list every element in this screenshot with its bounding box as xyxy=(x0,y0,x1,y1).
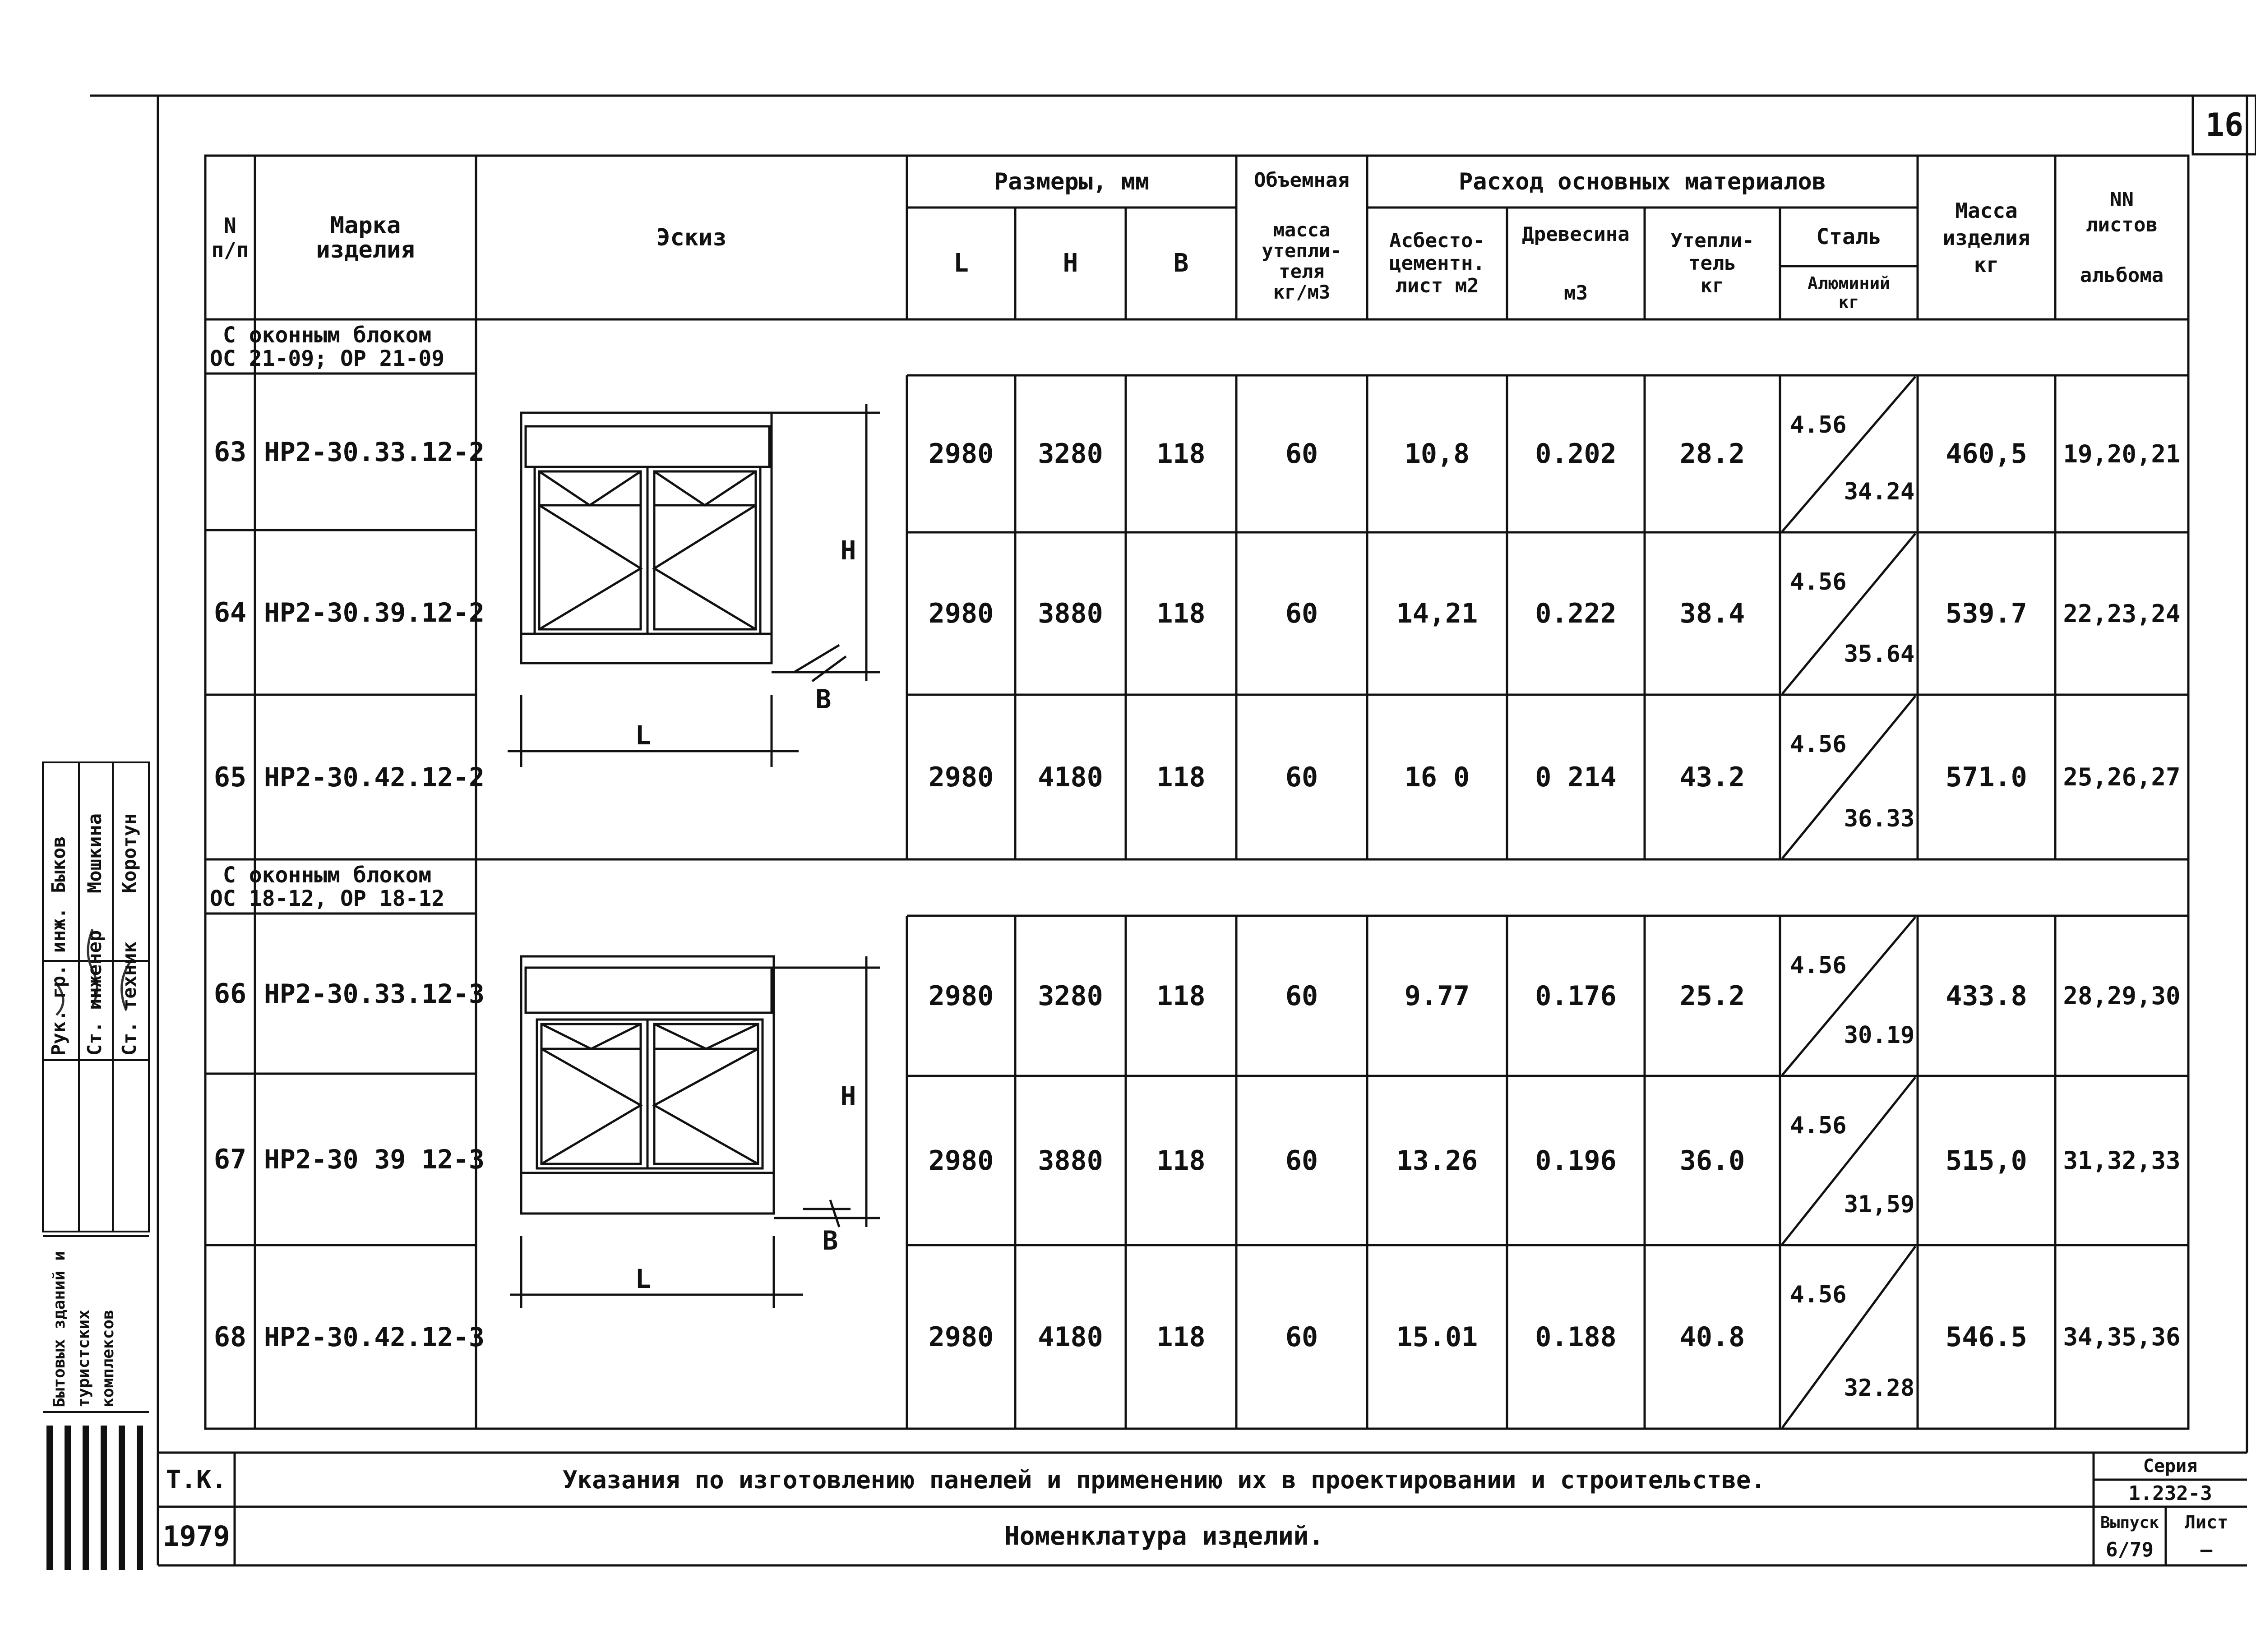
product-mark: НР2-30.42.12-3 xyxy=(264,1321,485,1352)
cell-asb: 15.01 xyxy=(1396,1321,1478,1353)
cell-B: 118 xyxy=(1156,598,1206,629)
stamp-name: Мошкина xyxy=(83,813,106,893)
cell-mass: 546.5 xyxy=(1946,1321,2027,1353)
cell-asb: 10,8 xyxy=(1404,438,1470,470)
cell-steel: 4.56 xyxy=(1790,731,1847,758)
cell-L: 2980 xyxy=(928,598,994,629)
cell-L: 2980 xyxy=(928,761,994,793)
cell-H: 3880 xyxy=(1038,1144,1103,1177)
header-mark: Марка изделия xyxy=(316,212,415,263)
sheet-label: Лист xyxy=(2184,1512,2228,1533)
cell-asb: 9.77 xyxy=(1404,980,1470,1012)
header-L: L xyxy=(953,249,969,278)
cell-B: 118 xyxy=(1156,438,1206,470)
cell-H: 4180 xyxy=(1038,761,1103,793)
cell-steel: 4.56 xyxy=(1790,1112,1847,1139)
cell-aluminum: 35.64 xyxy=(1844,641,1915,668)
cell-insul: 38.4 xyxy=(1679,598,1745,629)
cell-asb: 14,21 xyxy=(1396,598,1478,629)
row-number: 68 xyxy=(213,1321,247,1353)
cell-sheets: 25,26,27 xyxy=(2063,763,2181,791)
header-wood-title: Древесина xyxy=(1522,223,1630,246)
row-number: 67 xyxy=(213,1144,247,1175)
cell-aluminum: 32.28 xyxy=(1844,1375,1915,1402)
header-volume-sub: масса утепли- теля кг/м3 xyxy=(1262,219,1342,303)
stamp-role: Ст. техник xyxy=(118,941,140,1056)
cell-L: 2980 xyxy=(928,438,994,470)
sheet-number: 16 xyxy=(2205,106,2244,143)
cell-wood: 0.222 xyxy=(1535,598,1617,629)
cell-mass: 433.8 xyxy=(1946,980,2027,1012)
cell-L: 2980 xyxy=(928,980,994,1012)
cell-aluminum: 34.24 xyxy=(1844,478,1915,505)
document-title: Указания по изготовлению панелей и применению их в проектировании и строительстве. xyxy=(563,1465,1766,1494)
header-steel: Сталь xyxy=(1816,224,1882,249)
cell-sheets: 28,29,30 xyxy=(2063,982,2181,1010)
issue-value: 6/79 xyxy=(2106,1538,2154,1561)
cell-mass: 460,5 xyxy=(1946,438,2027,470)
group-label: С оконным блоком ОС 18-12, ОР 18-12 xyxy=(210,863,445,911)
header-sizes: Размеры, мм xyxy=(994,168,1150,195)
stamp-org: Бытовых зданий и туристских комплексов xyxy=(50,1251,117,1407)
header-sheets: NN листов альбома xyxy=(2080,188,2164,287)
cell-L: 2980 xyxy=(928,1144,994,1177)
cell-dens: 60 xyxy=(1285,761,1318,793)
header-wood-unit: м3 xyxy=(1564,281,1588,305)
cell-wood: 0.176 xyxy=(1535,980,1617,1012)
cell-B: 118 xyxy=(1156,1321,1206,1353)
sketch-h-label: H xyxy=(840,535,856,566)
product-mark: НР2-30 39 12-3 xyxy=(264,1144,485,1175)
cell-B: 118 xyxy=(1156,980,1206,1012)
cell-wood: 0 214 xyxy=(1535,761,1617,793)
cell-sheets: 22,23,24 xyxy=(2063,599,2181,628)
cell-wood: 0.202 xyxy=(1535,438,1617,470)
header-insul: Утепли- тель кг xyxy=(1670,229,1754,297)
cell-sheets: 34,35,36 xyxy=(2063,1323,2181,1351)
header-n: N п/п xyxy=(211,213,249,262)
cell-insul: 28.2 xyxy=(1679,438,1745,470)
cell-dens: 60 xyxy=(1285,980,1318,1012)
cell-steel: 4.56 xyxy=(1790,952,1847,979)
cell-aluminum: 36.33 xyxy=(1844,805,1915,832)
cell-wood: 0.188 xyxy=(1535,1321,1617,1353)
header-aluminum: Алюминий кг xyxy=(1807,273,1891,312)
header-volume-title: Объемная xyxy=(1254,169,1350,192)
stamp-role: Рук. гр. инж. xyxy=(47,907,69,1056)
sketch-l-label: L xyxy=(635,1264,651,1294)
cell-mass: 539.7 xyxy=(1946,598,2027,629)
sketch-l-label: L xyxy=(635,720,651,751)
cell-mass: 515,0 xyxy=(1946,1144,2027,1177)
cell-asb: 13.26 xyxy=(1396,1144,1478,1177)
row-number: 64 xyxy=(213,596,247,628)
product-mark: НР2-30.42.12-2 xyxy=(264,761,485,793)
cell-steel: 4.56 xyxy=(1790,1281,1847,1308)
cell-H: 3280 xyxy=(1038,980,1103,1012)
header-mass: Масса изделия кг xyxy=(1942,198,2030,277)
stamp-role: Ст. инженер xyxy=(83,930,106,1056)
cell-dens: 60 xyxy=(1285,598,1318,629)
cell-H: 3880 xyxy=(1038,598,1103,629)
cell-aluminum: 31,59 xyxy=(1844,1191,1915,1218)
product-mark: НР2-30.39.12-2 xyxy=(264,597,485,628)
header-B: B xyxy=(1173,249,1189,278)
cell-L: 2980 xyxy=(928,1321,994,1353)
row-number: 63 xyxy=(213,436,247,468)
cell-insul: 36.0 xyxy=(1679,1144,1745,1177)
sketch-b-label: B xyxy=(822,1225,838,1256)
cell-steel: 4.56 xyxy=(1790,568,1847,595)
sketch-h-label: H xyxy=(840,1081,856,1112)
sheet-value: — xyxy=(2200,1538,2213,1561)
cell-insul: 43.2 xyxy=(1679,761,1745,793)
cell-dens: 60 xyxy=(1285,1321,1318,1353)
series-label: Серия xyxy=(2143,1456,2198,1477)
group-label: С оконным блоком ОС 21-09; ОР 21-09 xyxy=(210,323,445,371)
cell-sheets: 31,32,33 xyxy=(2063,1146,2181,1175)
document-subtitle: Номенклатура изделий. xyxy=(1004,1521,1324,1551)
product-mark: НР2-30.33.12-3 xyxy=(264,978,485,1009)
cell-aluminum: 30.19 xyxy=(1844,1022,1915,1049)
header-sketch: Эскиз xyxy=(656,224,727,251)
cell-H: 3280 xyxy=(1038,438,1103,470)
product-mark: НР2-30.33.12-2 xyxy=(264,436,485,467)
cell-asb: 16 0 xyxy=(1404,761,1470,793)
cell-mass: 571.0 xyxy=(1946,761,2027,793)
org-logo-icon xyxy=(50,1426,140,1570)
sketch-b-label: B xyxy=(815,684,832,715)
row-number: 66 xyxy=(213,978,247,1010)
issue-label: Выпуск xyxy=(2100,1513,2159,1532)
cell-insul: 25.2 xyxy=(1679,980,1745,1012)
cell-steel: 4.56 xyxy=(1790,411,1847,438)
stamp-name: Быков xyxy=(47,836,69,893)
cell-H: 4180 xyxy=(1038,1321,1103,1353)
cell-dens: 60 xyxy=(1285,1144,1318,1177)
cell-B: 118 xyxy=(1156,1144,1206,1177)
cell-B: 118 xyxy=(1156,761,1206,793)
tk-label: Т.К. xyxy=(166,1465,227,1495)
stamp-name: Коротун xyxy=(118,813,140,893)
header-H: H xyxy=(1063,249,1078,278)
row-number: 65 xyxy=(213,761,247,793)
header-materials: Расход основных материалов xyxy=(1459,168,1826,195)
cell-sheets: 19,20,21 xyxy=(2063,439,2181,468)
cell-insul: 40.8 xyxy=(1679,1321,1745,1353)
year: 1979 xyxy=(162,1519,230,1553)
series-value: 1.232-3 xyxy=(2128,1481,2212,1505)
cell-dens: 60 xyxy=(1285,438,1318,470)
cell-wood: 0.196 xyxy=(1535,1144,1617,1177)
header-asbestos: Асбесто- цементн. лист м2 xyxy=(1389,229,1485,297)
